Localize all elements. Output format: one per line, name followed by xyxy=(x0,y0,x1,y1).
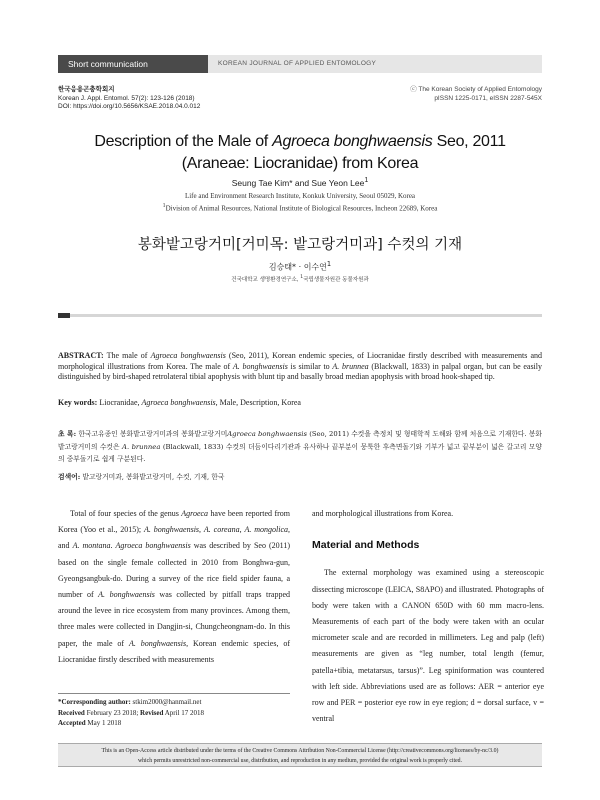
keywords-text: Liocranidae, xyxy=(97,398,142,407)
korean-keywords-label: 검색어: xyxy=(58,473,81,481)
citation-text: Korean J. Appl. Entomol. 57(2): 123-126 (2018) xyxy=(58,94,195,102)
species-name: A. brunnea xyxy=(122,442,161,451)
intro-paragraph xyxy=(58,506,290,668)
revised-label: Revised xyxy=(140,708,164,717)
abstract-text: The male of xyxy=(103,351,151,360)
intro-continuation: and morphological illustrations from Korea. xyxy=(312,509,454,518)
accepted-date: May 1 2018 xyxy=(85,719,122,727)
affiliation-2: Division of Animal Resources, National Institute of Biological Resources, Incheon 22689, Korea xyxy=(165,203,438,212)
korean-abstract-label: 초 록: xyxy=(58,430,77,438)
korean-affil-1: 건국대학교 생명환경연구소, xyxy=(231,277,301,283)
abstract-text: (Blackwall, 1833) in palpal organ, but can be easily distinguished by bird-shaped retrolateral tibial apophysis with blunt tip and basally broad median apophysis with broad hook-shaped tip. xyxy=(58,361,543,381)
korean-affiliations xyxy=(58,275,542,283)
body-text: was described by Seo (2011) based on the single female collected in 2010 from Bonghwa-gun, Gyeongsangbuk-do. During a survey of the rice field spider fauna, a number of xyxy=(58,541,290,600)
body-text: , and xyxy=(58,525,290,551)
footnote-rule xyxy=(58,693,290,694)
body-text: was collected by pitfall traps trapped around the levee in rice ecosystem from many provinces. Among them, three males were collected in Dangjin-si, Chungcheongnam-do. In this paper, the male of xyxy=(58,590,290,648)
korean-keywords-text: 밭고랑거미과, 봉화밭고랑거미, 수컷, 기재, 한국 xyxy=(80,473,225,481)
received-label: Received xyxy=(58,708,85,717)
genus-name: Agroeca xyxy=(181,509,209,518)
corresponding-label: *Corresponding author: xyxy=(58,698,131,706)
revised-date: April 17 2018 xyxy=(163,708,205,717)
body-text: Total of four species of the genus xyxy=(70,509,182,518)
abstract-text: (Seo, 2011), Korean endemic species, of Liocranidae firstly described with measurements and morphological illustrations from Korea. The male of xyxy=(58,351,542,371)
author-sup: 1 xyxy=(364,176,369,184)
korean-abstract-text: (Seo, 2011) 수컷을 측정치 및 형태학적 도해와 함께 처음으로 기재한다. 봉화밭고랑거미의 수컷은 xyxy=(58,430,542,451)
body-text: , xyxy=(239,525,245,535)
korean-affil-sup: 1 xyxy=(300,275,304,281)
journal-name-header: KOREAN JOURNAL OF APPLIED ENTOMOLOGY xyxy=(208,55,542,73)
korean-author-sup: 1 xyxy=(326,260,332,268)
footnote xyxy=(58,697,290,729)
affiliation-1: Life and Environment Research Institute, Konkuk University, Seoul 05029, Korea xyxy=(184,192,416,200)
body-text: have been reported from Korea (Yoo et al., 2015); xyxy=(58,509,290,535)
copyright-text: ⓒ The Korean Society of Applied Entomology xyxy=(410,86,542,93)
species-name: A. montana xyxy=(72,541,111,551)
journal-name-korean: 한국응용곤충학회지 xyxy=(58,86,115,93)
corresponding-email[interactable]: stkim2000@hanmail.net xyxy=(130,698,202,706)
species-name: A. mongolica xyxy=(244,525,288,535)
species-name: A. bonghwaensis xyxy=(143,525,200,535)
affiliation-sup: 1 xyxy=(162,202,166,209)
title-line-2: (Araneae: Liocranidae) from Korea xyxy=(181,155,419,172)
title-part: Description of the Male of xyxy=(94,133,273,150)
species-name: A. bonghwaensis xyxy=(128,638,187,648)
license-line-2: which permits unrestricted non-commercial use, distribution, and reproduction in any medium, provided the original work is properly cited. xyxy=(137,758,463,764)
korean-title: 봉화밭고랑거미[거미목: 밭고랑거미과] 수컷의 기재 xyxy=(137,237,463,253)
received-date: February 23 2018; xyxy=(84,708,141,717)
issn-text: pISSN 1225-0171, eISSN 2287-545X xyxy=(434,94,542,102)
body-text: , xyxy=(199,525,204,535)
body-column-left xyxy=(58,506,290,668)
body-text: , Korean endemic species, of Liocranidae firstly described with measurements xyxy=(58,638,290,664)
methods-paragraph: The external morphology was examined using a stereoscopic dissecting microscope (LEICA, S8APO) and illustrated. Photographs of body were taken with a CANON 650D with 60 mm macro-lens. Measurements of each part of the body were taken with an ocular micrometer scale and are recorded in millimeters. Leg and palp (left) measurements are given as “leg number, total length (femur, patella+tibia, metatarsus, tarsus)”. Leg spiniformation was countered with left side. Abbreviations used are as follows: AER = anterior eye row and PER = posterior eye row in eye region; d = dorsal surface, v = ventral xyxy=(312,568,544,724)
keywords-text: , Male, Description, Korea xyxy=(215,398,301,407)
species-name: Agroeca bonghwaensis xyxy=(150,351,226,360)
title-part: Seo, 2011 xyxy=(432,133,506,150)
article-type-label: Short communication xyxy=(58,55,208,73)
korean-abstract xyxy=(58,428,542,466)
copyright-block xyxy=(410,86,542,103)
species-name: Agroeca bonghwaensis xyxy=(227,430,307,438)
species-name: A. brunnea xyxy=(332,361,369,371)
doi-link[interactable]: DOI: https://doi.org/10.5656/KSAE.2018.04.0.012 xyxy=(58,103,201,110)
abstract-label: ABSTRACT: xyxy=(58,351,104,360)
korean-keywords xyxy=(58,471,542,481)
species-name: Agroeca bonghwaensis xyxy=(115,541,191,551)
citation-block xyxy=(58,86,200,112)
species-name: A. bonghwaensis xyxy=(98,590,155,600)
korean-authors xyxy=(58,260,542,273)
article-title xyxy=(58,131,542,175)
abstract-text: is similar to xyxy=(287,361,333,371)
korean-abstract-text: 한국고유종인 봉화밭고랑거미과의 봉화밭고랑거미 xyxy=(76,430,228,438)
keywords xyxy=(58,398,542,407)
species-name: A. coreana xyxy=(203,525,240,535)
title-species: Agroeca bonghwaensis xyxy=(272,133,433,150)
section-heading-methods: Material and Methods xyxy=(312,539,420,552)
running-header xyxy=(58,55,542,73)
abstract xyxy=(58,351,542,383)
section-divider xyxy=(58,314,542,317)
license-line-1: This is an Open-Access article distributed under the terms of the Creative Commons Attribution Non-Commercial License (http://creativecommons.org/licenses/by-nc/3.0) xyxy=(101,748,499,754)
korean-affil-2: 국립생물자원관 동물자원과 xyxy=(303,277,369,283)
license-box xyxy=(58,743,542,767)
keywords-label: Key words: xyxy=(58,398,98,407)
author-names: Seung Tae Kim* and Sue Yeon Lee xyxy=(231,177,365,188)
divider-accent xyxy=(58,313,70,318)
affiliations xyxy=(58,192,542,213)
korean-abstract-text: (Blackwall, 1833) 수컷의 더듬이다리기관과 유사하나 끝부분이 뭉툭한 후측면돌기와 기부가 넓고 끝부분이 넓은 갈고리 모양의 중부돌기로 쉽게 구분된다. xyxy=(58,442,542,463)
korean-author-names: 김승태* · 이수연 xyxy=(268,262,327,272)
species-name: A. bonghwaensis xyxy=(232,361,288,371)
body-text: . xyxy=(110,541,116,551)
accepted-label: Accepted xyxy=(58,719,86,727)
species-name: Agroeca bonghwaensis xyxy=(141,398,216,407)
author-list xyxy=(58,176,542,188)
body-column-right xyxy=(312,506,544,727)
